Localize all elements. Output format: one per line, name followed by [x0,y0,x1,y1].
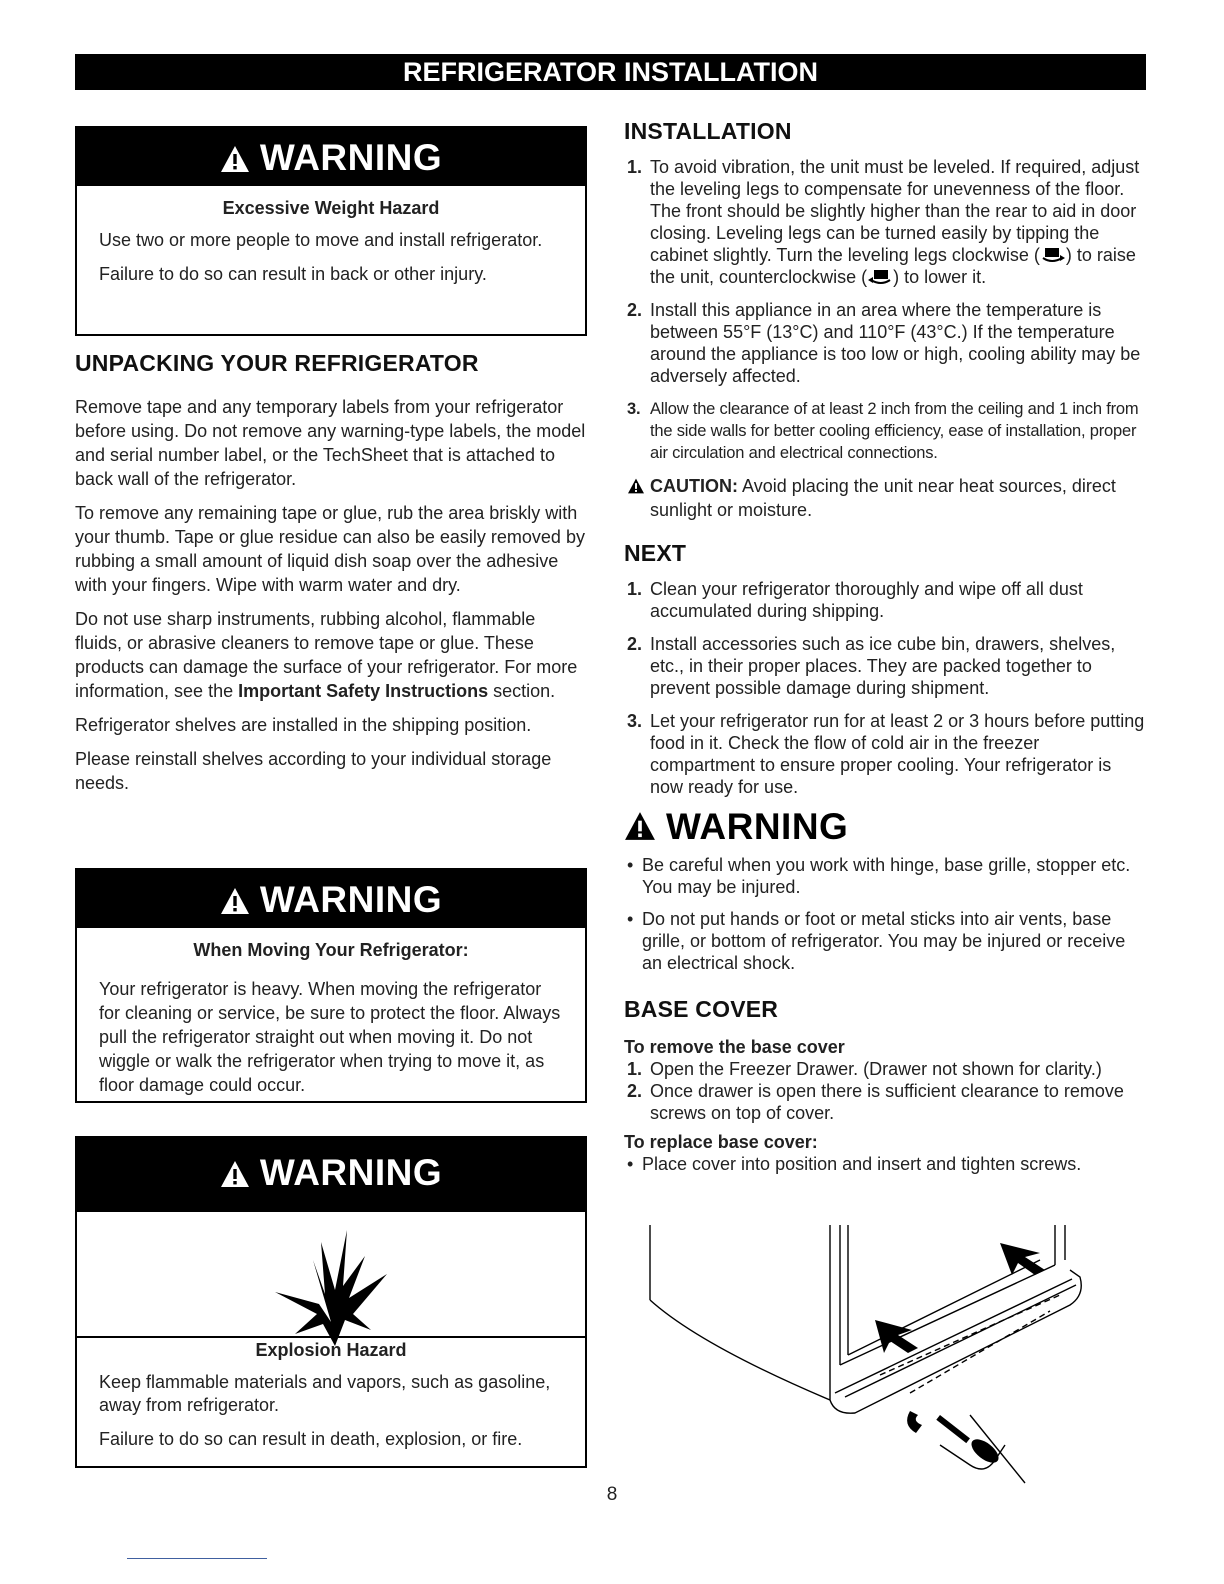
next-steps [624,578,1146,798]
list-item: • Place cover into position and insert and tighten screws. [627,1154,1082,1174]
footer-rule [127,1558,267,1559]
unpacking-paragraph: Refrigerator shelves are installed in the shipping position. [75,715,532,735]
warning-subtitle: Excessive Weight Hazard [222,198,440,218]
page-banner: REFRIGERATOR INSTALLATION [75,54,1146,90]
warning-triangle-icon [220,887,250,915]
warning-text: Your refrigerator is heavy. When moving the refrigerator for cleaning or service, be sure to protect the floor. Always pull the refrigerator straight out when moving it. Do not wiggle or walk the refrigerator when trying to move it, as floor damage could occur. [99,979,561,1095]
warning-header [77,1138,585,1212]
screwdriver-icon [907,1411,1002,1467]
remove-steps [624,1058,1146,1124]
clockwise-leg-icon [1040,247,1066,263]
list-item: 1. Open the Freezer Drawer. (Drawer not shown for clarity.) [627,1059,1102,1079]
arrow-icon [1000,1243,1045,1275]
replace-steps [624,1153,1146,1175]
right-column [624,118,1146,1175]
warning-subtitle: When Moving Your Refrigerator: [193,940,469,960]
warning-label: WARNING [259,879,443,920]
warning-triangle-icon [624,811,656,841]
warning-label: WARNING [259,137,443,178]
moving-warning-box [75,868,587,1103]
unpacking-paragraph: Remove tape and any temporary labels from your refrigerator before using. Do not remove any warning-type labels, the model and serial number label, or the TechSheet that is attached to back wall of the refrigerator. [75,397,586,489]
general-warning-heading: WARNING [624,806,1146,848]
unpacking-paragraph: Do not use sharp instruments, rubbing alcohol, flammable fluids, or abrasive cleaners to remove tape or glue. These products can damage the surface of your refrigerator. For more information, see the Important Safety Instructions section. [75,609,578,701]
unpacking-paragraph: To remove any remaining tape or glue, rub the area briskly with your thumb. Tape or glue residue can also be easily removed by rubbing a small amount of liquid dish soap over the adhesive with your fingers. Wipe with warm water and dry. [75,503,585,595]
next-heading: NEXT [624,540,687,566]
warning-triangle-icon [220,145,250,173]
warning-text: Use two or more people to move and install refrigerator. [99,230,543,250]
list-item: 3. Let your refrigerator run for at least 2 or 3 hours before putting food in it. Check the flow of cold air in the freezer compartment to ensure proper cooling. Your refrigerator is now ready for use. [627,711,1145,797]
warning-subtitle: Explosion Hazard [255,1340,407,1360]
caution-triangle-icon [627,478,645,494]
warning-label: WARNING [259,1152,443,1193]
base-cover-illustration [640,1215,1090,1485]
warning-header [77,870,585,928]
remove-title: To remove the base cover [624,1037,845,1057]
list-item: 2. Once drawer is open there is sufficient clearance to remove screws on top of cover. [627,1081,1124,1123]
weight-warning-box [75,126,587,336]
base-cover-heading: BASE COVER [624,996,779,1022]
list-item: • Do not put hands or foot or metal sticks into air vents, base grille, or bottom of refrigerator. You may be injured or receive an electrical shock. [627,909,1126,973]
warning-header [77,128,585,186]
installation-heading: INSTALLATION [624,118,792,144]
general-warning-list [624,854,1146,974]
explosion-warning-body [75,1336,587,1468]
warning-text: Keep flammable materials and vapors, such as gasoline, away from refrigerator. [99,1372,551,1415]
counterclockwise-leg-icon [867,269,893,285]
warning-triangle-icon [220,1160,250,1188]
list-item: 2. Install accessories such as ice cube bin, drawers, shelves, etc., in their proper places. They are packed together to prevent possible damage during shipment. [627,634,1116,698]
page-number: 8 [606,1484,618,1505]
left-column [75,126,587,1449]
safety-instructions-reference: Important Safety Instructions [238,681,489,701]
list-item: 2. Install this appliance in an area where the temperature is between 55°F (13°C) and 110°F (43°C.) If the temperature around the appliance is too low or high, cooling ability may be adversely affected. [627,300,1141,386]
caution-note: CAUTION: Avoid placing the unit near heat sources, direct sunlight or moisture. [624,474,1146,522]
warning-text: Failure to do so can result in back or other injury. [99,264,487,284]
unpacking-heading: UNPACKING YOUR REFRIGERATOR [75,350,479,376]
explosion-icon [261,1222,401,1350]
list-item: • Be careful when you work with hinge, base grille, stopper etc. You may be injured. [627,855,1131,897]
unpacking-paragraph: Please reinstall shelves according to your individual storage needs. [75,749,552,793]
replace-title: To replace base cover: [624,1132,818,1152]
arrow-icon [875,1320,918,1353]
warning-text: Failure to do so can result in death, explosion, or fire. [99,1429,523,1449]
list-item: 1. Clean your refrigerator thoroughly and wipe off all dust accumulated during shipping. [627,579,1083,621]
list-item: 1. To avoid vibration, the unit must be leveled. If required, adjust the leveling legs to compensate for unevenness of the floor. The front should be slightly higher than the rear to aid in door closing. Leveling legs can be turned easily by tipping the cabinet slightly. Turn the leveling legs clockwise ( ) to raise the unit, counterclockwise ( ) to lower it. [627,157,1140,287]
list-item: 3. Allow the clearance of at least 2 inch from the ceiling and 1 inch from the side walls for better cooling efficiency, ease of installation, proper air circulation and electrical connections. [627,400,1139,462]
installation-steps [624,156,1146,464]
